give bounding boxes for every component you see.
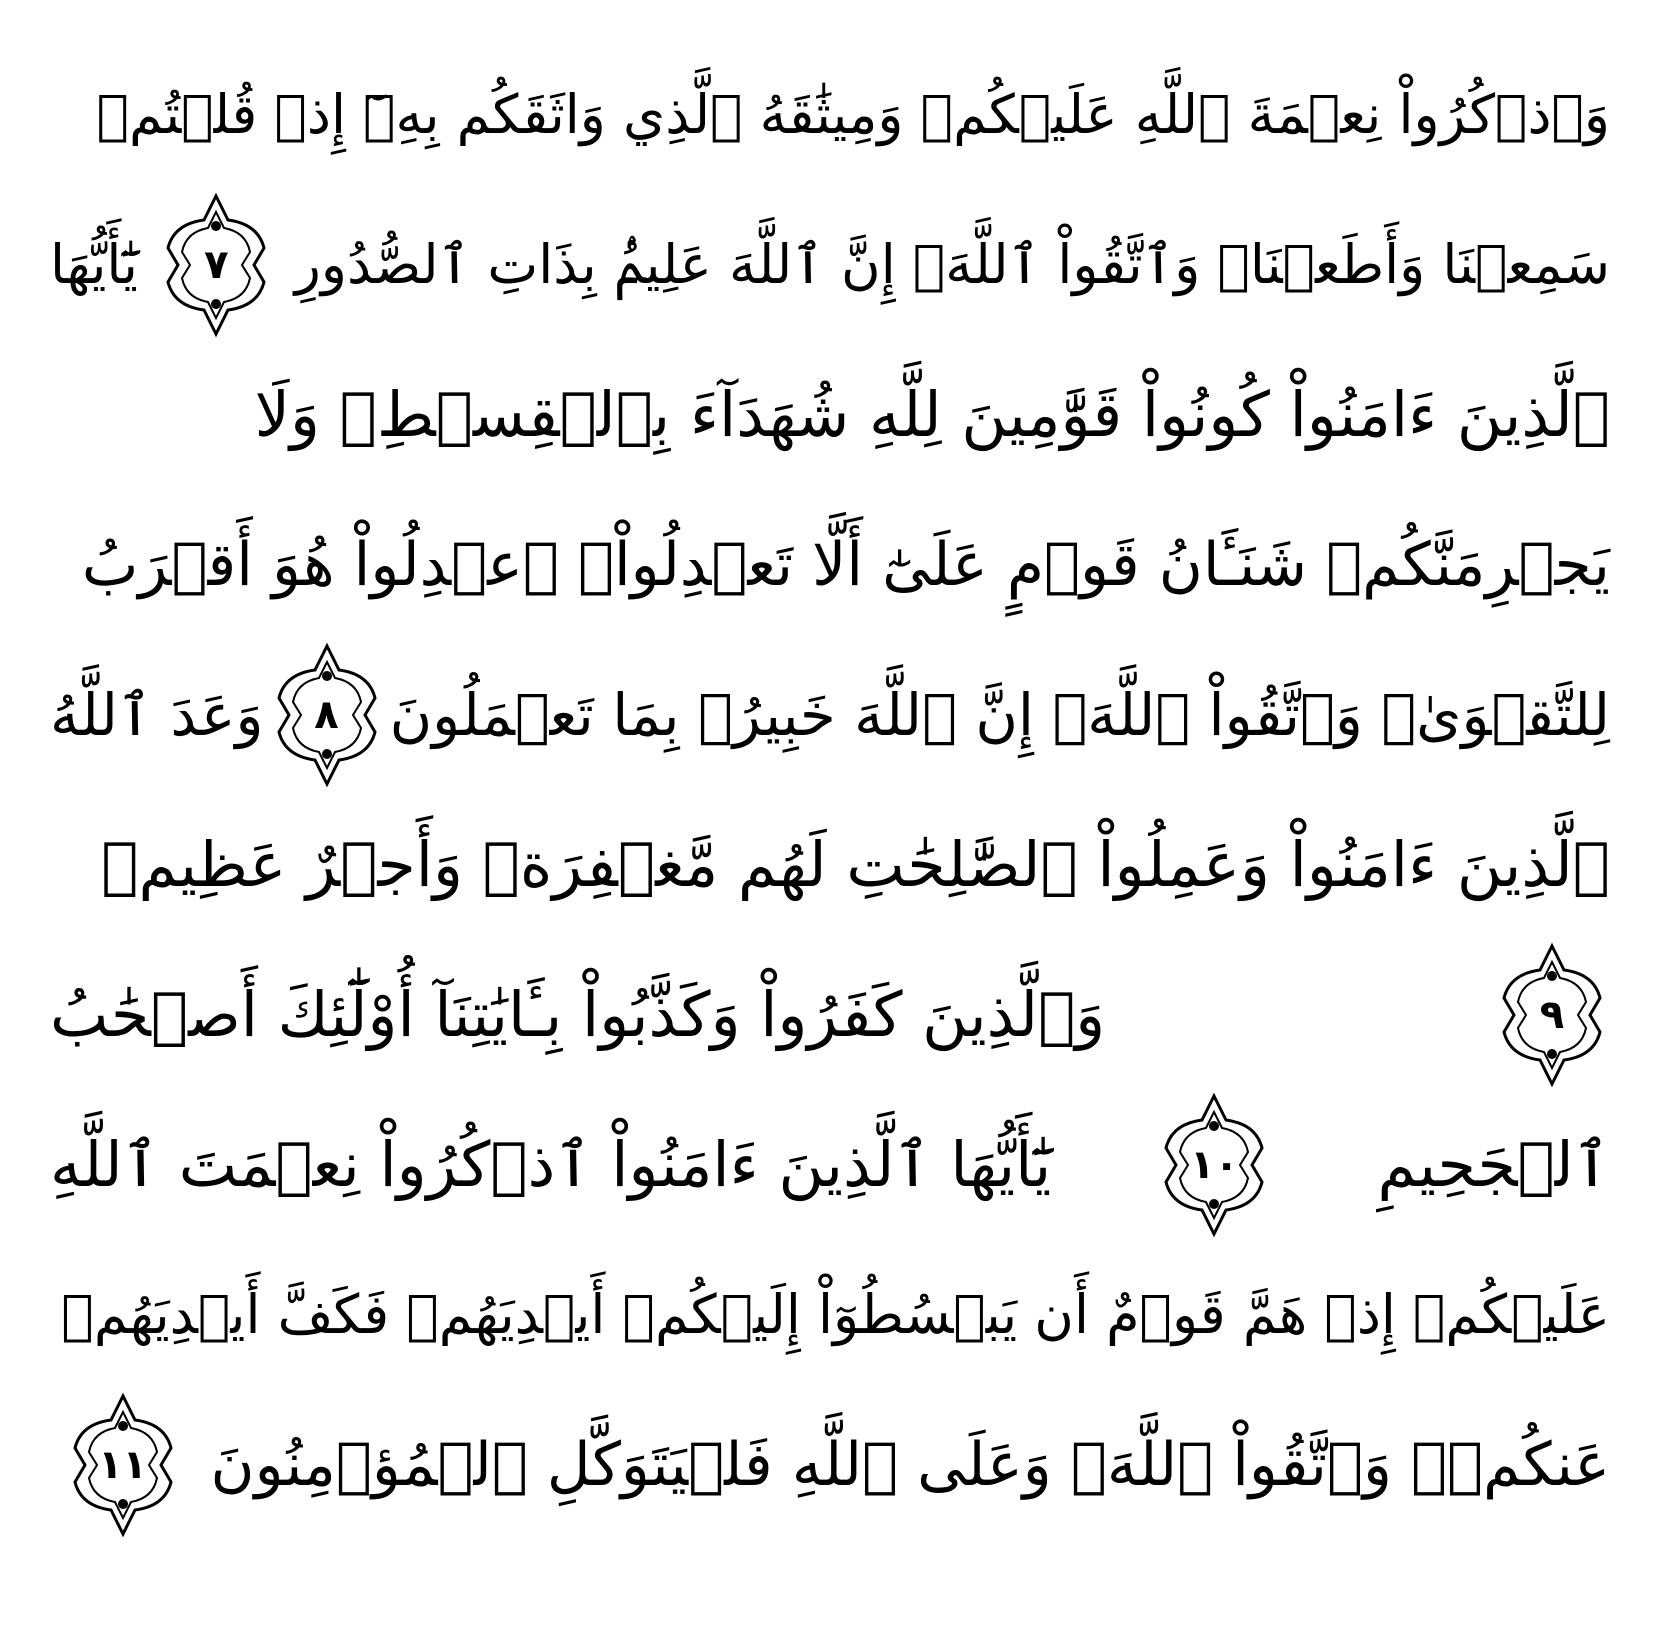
ayah-number: ٨ [314,692,339,738]
text-line-7 [50,940,1610,1090]
text-line-8 [50,1090,1610,1240]
verse-text: يَجۡرِمَنَّكُمۡ شَنَـَٔانُ قَوۡمٍ عَلَىٰٓ أَلَّا تَعۡدِلُواْۚ ٱعۡدِلُواْ هُوَ أَقۡرَبُ [81,530,1610,600]
ayah-number: ٧ [204,242,229,288]
ayah-number-marker [158,190,274,340]
ayah-number: ١١ [98,1442,147,1488]
verse-text: ٱلَّذِينَ ءَامَنُواْ وَعَمِلُواْ ٱلصَّٰلِحَٰتِ لَهُم مَّغۡفِرَةٞ وَأَجۡرٌ عَظِيمٞ [101,828,1610,901]
text-line-2 [50,190,1610,340]
text-line-3 [50,340,1610,490]
verse-text: وَٱذۡكُرُواْ نِعۡمَةَ ٱللَّهِ عَلَيۡكُمۡ وَمِيثَٰقَهُ ٱلَّذِي وَاثَقَكُم بِهِۦٓ إِذۡ قُلۡتُمۡ [96,83,1610,146]
ayah-number-marker [1156,1090,1272,1240]
text-line-10 [50,1390,1610,1540]
text-line-4 [50,490,1610,640]
verse-text: ٱلَّذِينَ ءَامَنُواْ كُونُواْ قَوَّٰمِينَ لِلَّهِ شُهَدَآءَ بِٱلۡقِسۡطِۖ وَلَا [254,378,1610,451]
text-line-1 [50,40,1610,190]
verse-text: عَلَيۡكُمۡ إِذۡ هَمَّ قَوۡمٌ أَن يَبۡسُطُوٓاْ إِلَيۡكُمۡ أَيۡدِيَهُمۡ فَكَفَّ أَيۡدِيَهُمۡ [61,1283,1610,1346]
ayah-number: ١٠ [1190,1142,1239,1188]
ayah-number: ٩ [1539,992,1565,1038]
text-line-9 [50,1240,1610,1390]
ayah-number-marker [1494,940,1610,1090]
verse-text: ٱلۡجَحِيمِ [1377,1128,1610,1201]
verse-text: لِلتَّقۡوَىٰۖ وَٱتَّقُواْ ٱللَّهَۚ إِنَّ ٱللَّهَ خَبِيرُۢ بِمَا تَعۡمَلُونَ [389,681,1610,749]
text-line-5 [50,640,1610,790]
ayah-number-marker [65,1390,181,1540]
verse-text: يَٰٓأَيُّهَا ٱلَّذِينَ ءَامَنُواْ ٱذۡكُرُواْ نِعۡمَتَ ٱللَّهِ [50,1128,1052,1201]
text-line-6 [50,790,1610,940]
verse-text: وَٱلَّذِينَ كَفَرُواْ وَكَذَّبُواْ بِـَٔايَٰتِنَآ أُوْلَٰٓئِكَ أَصۡحَٰبُ [50,978,1106,1051]
verse-text: وَعَدَ ٱللَّهُ [50,681,264,749]
verse-text: يَٰٓأَيُّهَا [50,233,138,296]
verse-text: عَنكُمۡۖ وَٱتَّقُواْ ٱللَّهَۚ وَعَلَى ٱللَّهِ فَلۡيَتَوَكَّلِ ٱلۡمُؤۡمِنُونَ [210,1430,1610,1500]
verse-text: سَمِعۡنَا وَأَطَعۡنَاۖ وَٱتَّقُواْ ٱللَّهَۚ إِنَّ ٱللَّهَ عَلِيمُۢ بِذَاتِ ٱلصُّدُورِ [294,233,1610,296]
ayah-number-marker [269,640,385,790]
